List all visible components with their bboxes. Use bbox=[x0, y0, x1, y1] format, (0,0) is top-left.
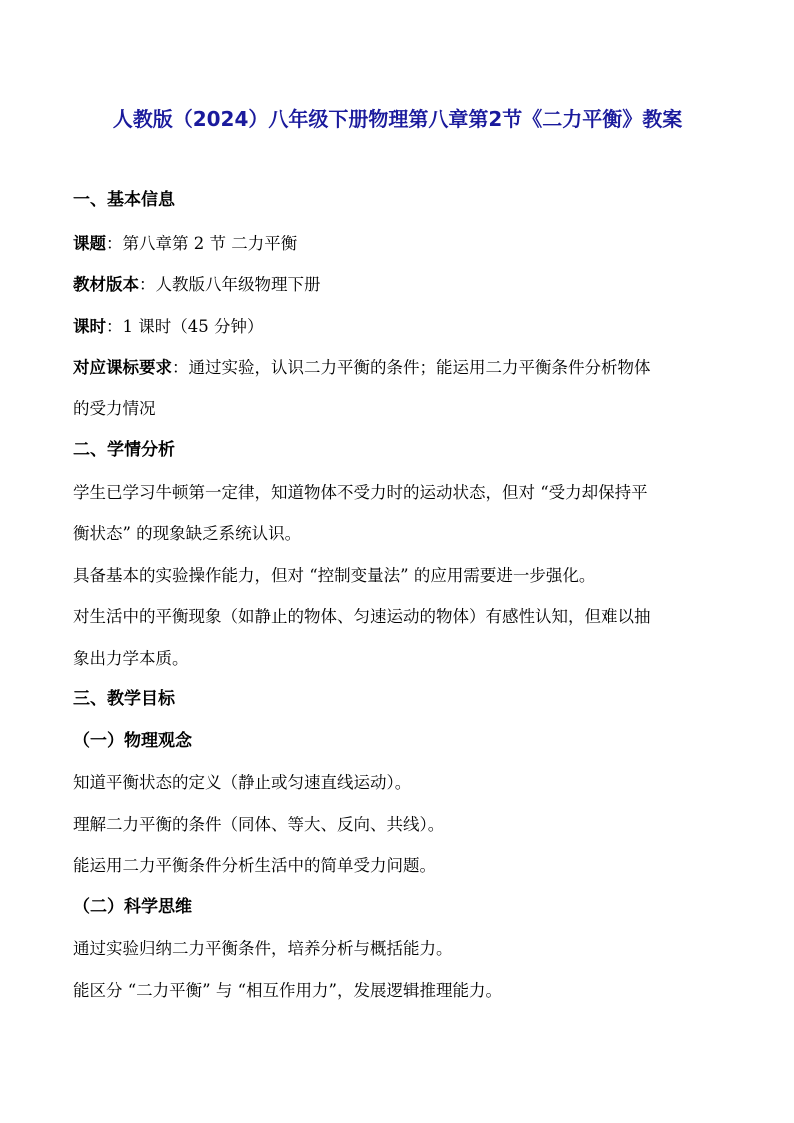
edition-label: 教材版本 bbox=[73, 275, 139, 294]
topic-value: ：第八章第 2 节 二力平衡 bbox=[106, 234, 298, 253]
standard-line-2: 的受力情况 bbox=[73, 399, 156, 418]
analysis-para3-line1: 对生活中的平衡现象（如静止的物体、匀速运动的物体）有感性认知，但难以抽 bbox=[73, 607, 651, 626]
topic-label: 课题 bbox=[73, 234, 106, 253]
objective-item: 理解二力平衡的条件（同体、等大、反向、共线）。 bbox=[73, 815, 445, 834]
standard-value: ：通过实验，认识二力平衡的条件；能运用二力平衡条件分析物体 bbox=[172, 358, 651, 377]
objective-item: 能区分 “二力平衡” 与 “相互作用力”，发展逻辑推理能力。 bbox=[73, 981, 502, 1000]
analysis-para1-line2: 衡状态” 的现象缺乏系统认识。 bbox=[73, 524, 302, 543]
edition-line bbox=[73, 273, 722, 296]
period-label: 课时 bbox=[73, 317, 106, 336]
objective-item: 知道平衡状态的定义（静止或匀速直线运动）。 bbox=[73, 773, 412, 792]
subheading-scientific-thinking: （二）科学思维 bbox=[73, 897, 192, 917]
edition-value: ：人教版八年级物理下册 bbox=[139, 275, 321, 294]
objective-item: 能运用二力平衡条件分析生活中的简单受力问题。 bbox=[73, 856, 436, 875]
standard-label: 对应课标要求 bbox=[73, 358, 172, 377]
period-value: ：1 课时（45 分钟） bbox=[106, 317, 264, 336]
period-line bbox=[73, 315, 722, 338]
analysis-para2: 具备基本的实验操作能力，但对 “控制变量法” 的应用需要进一步强化。 bbox=[73, 566, 596, 585]
section-heading-learner-analysis: 二、学情分析 bbox=[73, 440, 175, 460]
objective-item: 通过实验归纳二力平衡条件，培养分析与概括能力。 bbox=[73, 939, 453, 958]
analysis-para3-line2: 象出力学本质。 bbox=[73, 649, 189, 668]
section-heading-basic-info: 一、基本信息 bbox=[73, 190, 175, 210]
document-title: 人教版（2024）八年级下册物理第八章第2节《二力平衡》教案 bbox=[112, 107, 683, 131]
subheading-physics-concepts: （一）物理观念 bbox=[73, 731, 192, 751]
topic-line bbox=[73, 232, 722, 255]
analysis-para1-line1: 学生已学习牛顿第一定律，知道物体不受力时的运动状态，但对 “受力却保持平 bbox=[73, 483, 648, 502]
standard-line-1 bbox=[73, 356, 722, 379]
section-heading-objectives: 三、教学目标 bbox=[73, 689, 175, 709]
